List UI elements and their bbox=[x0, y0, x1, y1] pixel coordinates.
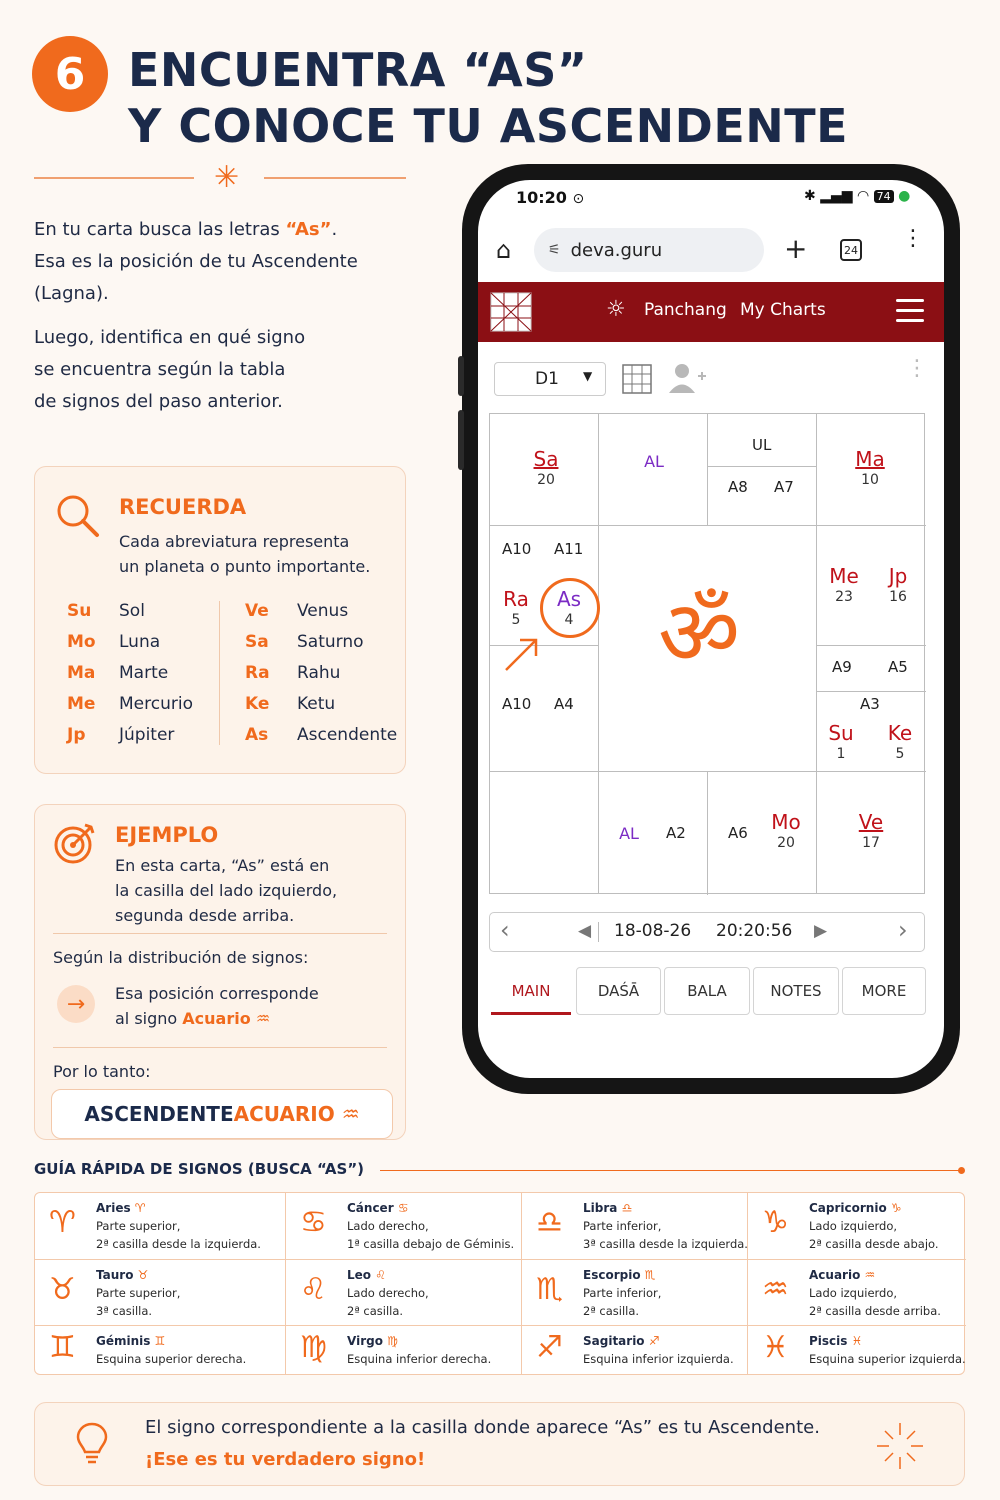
ejemplo-divider-2 bbox=[53, 1047, 387, 1048]
sign-cell-geminis bbox=[35, 1326, 265, 1392]
footer-line-1: El signo correspondiente a la casilla donde aparece “As” es tu Ascendente. bbox=[145, 1417, 820, 1438]
chart-ul: UL bbox=[752, 436, 772, 454]
capricornio-small-icon: ♑ bbox=[890, 1201, 902, 1215]
sign-cell-capricornio bbox=[748, 1193, 978, 1259]
chart-degree: 10 bbox=[861, 472, 879, 488]
chart-a5: A5 bbox=[888, 658, 908, 676]
sign-description: Lado izquierdo, 2ª casilla desde abajo. bbox=[809, 1219, 939, 1251]
home-icon[interactable]: ⌂ bbox=[496, 236, 512, 264]
step-forward-icon[interactable]: ▶ bbox=[814, 921, 828, 941]
guide-title-line bbox=[380, 1170, 962, 1171]
hamburger-menu-icon[interactable] bbox=[896, 299, 924, 322]
panchang-sun-icon[interactable]: ☼ bbox=[606, 297, 626, 322]
abbr-row-jp bbox=[67, 719, 217, 750]
aquarius-icon: ♒ bbox=[255, 1009, 271, 1028]
date-navigator bbox=[489, 912, 925, 952]
sign-name: Virgo ♍ bbox=[347, 1334, 398, 1348]
chart-planet-ma[interactable]: Ma bbox=[855, 447, 885, 471]
chart-planet-ke[interactable]: Ke bbox=[887, 721, 913, 745]
abbr-row-sa bbox=[245, 626, 405, 657]
tab-dasa[interactable]: DAŚĀ bbox=[576, 967, 661, 1015]
cancer-sign-icon: ♋ bbox=[300, 1205, 327, 1240]
segun-text: Según la distribución de signos: bbox=[53, 948, 309, 967]
geminis-small-icon: ♊ bbox=[154, 1334, 166, 1348]
sign-cell-escorpio bbox=[522, 1260, 752, 1326]
abbr-name: Ketu bbox=[297, 693, 336, 714]
aries-small-icon: ♈ bbox=[134, 1201, 146, 1215]
piscis-sign-icon: ♓ bbox=[762, 1330, 789, 1365]
abbr-name: Rahu bbox=[297, 662, 341, 683]
chart-degree: 5 bbox=[511, 612, 521, 628]
phone-side-button bbox=[458, 356, 464, 396]
recuerda-text: Cada abreviatura representa un planeta o punto importante. bbox=[119, 532, 371, 576]
sign-description: Lado izquierdo, 2ª casilla desde arriba. bbox=[809, 1286, 941, 1318]
magnifier-icon bbox=[53, 491, 103, 541]
tabs-count-button[interactable]: 24 bbox=[840, 239, 862, 261]
abbr-row-ve bbox=[245, 595, 405, 626]
abbr-name: Mercurio bbox=[119, 693, 193, 714]
sign-description: Parte superior, 2ª casilla desde la izquierda. bbox=[96, 1219, 261, 1251]
chart-planet-me[interactable]: Me bbox=[829, 564, 859, 588]
sign-cell-leo bbox=[286, 1260, 516, 1326]
chart-style-icon[interactable] bbox=[622, 364, 652, 394]
ejemplo-text: En esta carta, “As” está en la casilla del lado izquierdo, segunda desde arriba. bbox=[115, 856, 338, 925]
nav-separator bbox=[598, 922, 599, 942]
tab-bala[interactable]: BALA bbox=[664, 967, 750, 1015]
sign-description: Lado derecho, 2ª casilla. bbox=[347, 1286, 429, 1318]
sign-name: Libra ♎ bbox=[583, 1201, 633, 1215]
chart-options-icon[interactable]: ⋮ bbox=[906, 356, 928, 381]
abbr-code: Ma bbox=[67, 662, 96, 683]
status-dot-icon: ● bbox=[898, 188, 911, 204]
chart-a2: A2 bbox=[666, 824, 686, 842]
prev-date-chevron-icon[interactable]: ‹ bbox=[500, 916, 510, 944]
abbr-code: Jp bbox=[67, 724, 86, 745]
chart-type-select[interactable]: D1 ▼ bbox=[494, 362, 606, 396]
virgo-sign-icon: ♍ bbox=[300, 1330, 327, 1365]
abbr-row-me bbox=[67, 688, 217, 719]
chart-a10: A10 bbox=[502, 540, 532, 558]
tab-main[interactable]: MAIN bbox=[489, 967, 573, 1015]
chart-planet-ve[interactable]: Ve bbox=[858, 810, 884, 834]
acuario-sign-icon: ♒ bbox=[762, 1272, 789, 1307]
piscis-small-icon: ♓ bbox=[851, 1334, 863, 1348]
sign-name: Capricornio ♑ bbox=[809, 1201, 902, 1215]
sign-description: Esquina superior derecha. bbox=[96, 1352, 247, 1366]
chart-time[interactable]: 20:20:56 bbox=[716, 921, 793, 941]
abbr-name: Ascendente bbox=[297, 724, 398, 745]
lightbulb-icon bbox=[75, 1421, 109, 1467]
nav-my-charts[interactable]: My Charts bbox=[740, 300, 826, 320]
chart-a3: A3 bbox=[860, 695, 880, 713]
virgo-small-icon: ♍ bbox=[387, 1334, 398, 1348]
geminis-sign-icon: ♊ bbox=[49, 1330, 76, 1365]
abbr-name: Sol bbox=[119, 600, 145, 621]
sign-name: Piscis ♓ bbox=[809, 1334, 863, 1348]
as-highlight: “As” bbox=[285, 219, 332, 240]
sign-name: Géminis ♊ bbox=[96, 1334, 166, 1348]
chart-a9: A9 bbox=[832, 658, 852, 676]
ejemplo-divider-1 bbox=[53, 933, 387, 934]
step-back-icon[interactable]: ◀ bbox=[578, 921, 592, 941]
nav-panchang[interactable]: Panchang bbox=[644, 300, 727, 320]
guide-title: GUÍA RÁPIDA DE SIGNOS (BUSCA “AS”) bbox=[34, 1160, 365, 1178]
leo-sign-icon: ♌ bbox=[300, 1272, 327, 1307]
chart-a4: A4 bbox=[554, 695, 574, 713]
intro-paragraph-1: En tu carta busca las letras “As”. Esa es la posición de tu Ascendente (Lagna). bbox=[34, 219, 358, 304]
libra-small-icon: ♎ bbox=[621, 1201, 633, 1215]
sign-cell-libra bbox=[522, 1193, 752, 1259]
chart-a11: A11 bbox=[554, 540, 584, 558]
abbr-code: Ke bbox=[245, 693, 270, 714]
tab-notes[interactable]: NOTES bbox=[753, 967, 839, 1015]
sagitario-small-icon: ♐ bbox=[648, 1334, 660, 1348]
abbr-code: Su bbox=[67, 600, 92, 621]
site-settings-icon[interactable]: ⚟ bbox=[548, 242, 561, 258]
leo-small-icon: ♌ bbox=[375, 1268, 386, 1282]
abbr-code: Me bbox=[67, 693, 96, 714]
sign-description: Parte inferior, 2ª casilla. bbox=[583, 1286, 662, 1318]
chart-a7: A7 bbox=[774, 478, 794, 496]
sign-description: Lado derecho, 1ª casilla debajo de Géminis. bbox=[347, 1219, 515, 1251]
abbr-list-left bbox=[67, 595, 217, 750]
sign-cell-tauro bbox=[35, 1260, 265, 1326]
abbr-code: Ve bbox=[245, 600, 269, 621]
step-number-badge: 6 bbox=[32, 36, 108, 112]
chart-degree: 20 bbox=[537, 472, 555, 488]
acuario-small-icon: ♒ bbox=[864, 1268, 876, 1282]
cancer-small-icon: ♋ bbox=[397, 1201, 409, 1215]
sign-description: Esquina superior izquierda. bbox=[809, 1352, 966, 1366]
add-person-icon[interactable] bbox=[668, 362, 708, 394]
sign-cell-acuario bbox=[748, 1260, 978, 1326]
chart-degree: 1 bbox=[836, 746, 846, 762]
sign-name: Acuario ♒ bbox=[809, 1268, 876, 1282]
abbr-row-ra bbox=[245, 657, 405, 688]
active-tab-indicator bbox=[491, 1012, 571, 1015]
next-date-chevron-icon[interactable]: › bbox=[898, 916, 908, 944]
recuerda-title: RECUERDA bbox=[119, 495, 247, 519]
abbr-divider bbox=[219, 601, 220, 745]
sign-description: Esquina inferior izquierda. bbox=[583, 1352, 734, 1366]
ejemplo-card bbox=[34, 804, 406, 1140]
recuerda-card bbox=[34, 466, 406, 774]
position-text: Esa posición corresponde al signo Acuario ♒ bbox=[115, 984, 319, 1028]
pointer-arrow-icon bbox=[502, 634, 542, 674]
chart-planet-ra[interactable]: Ra bbox=[503, 587, 529, 611]
sign-cell-virgo bbox=[286, 1326, 516, 1392]
sparkle-icon: ✳ bbox=[214, 160, 240, 195]
sign-description: Esquina inferior derecha. bbox=[347, 1352, 492, 1366]
ejemplo-title: EJEMPLO bbox=[115, 823, 219, 847]
chart-degree: 20 bbox=[777, 835, 795, 851]
wifi-icon: ◠ bbox=[856, 188, 870, 204]
sign-name: Aries ♈ bbox=[96, 1201, 146, 1215]
abbr-name: Marte bbox=[119, 662, 169, 683]
chart-a6: A6 bbox=[728, 824, 748, 842]
url-text: deva.guru bbox=[570, 239, 663, 261]
title-line-1: ENCUENTRA “AS” bbox=[128, 43, 588, 97]
sign-cell-sagitario bbox=[522, 1326, 752, 1392]
tauro-small-icon: ♉ bbox=[137, 1268, 149, 1282]
chevron-down-icon: ▼ bbox=[583, 369, 593, 383]
sign-description: Parte inferior, 3ª casilla desde la izquierda. bbox=[583, 1219, 748, 1251]
divider-left bbox=[34, 177, 194, 179]
libra-sign-icon: ♎ bbox=[536, 1205, 563, 1240]
browser-menu-icon[interactable]: ⋮ bbox=[902, 226, 924, 251]
chart-degree: 23 bbox=[835, 589, 853, 605]
abbr-name: Saturno bbox=[297, 631, 364, 652]
chart-al-top[interactable]: AL bbox=[644, 452, 664, 471]
aquarius-icon: ♒ bbox=[341, 1102, 360, 1126]
escorpio-sign-icon: ♏ bbox=[536, 1272, 563, 1307]
sign-name: Tauro ♉ bbox=[96, 1268, 149, 1282]
abbr-code: Sa bbox=[245, 631, 269, 652]
footer-line-2: ¡Ese es tu verdadero signo! bbox=[145, 1449, 426, 1470]
escorpio-small-icon: ♏ bbox=[644, 1268, 656, 1282]
chart-planet-su[interactable]: Su bbox=[828, 721, 854, 745]
chart-degree: 17 bbox=[862, 835, 880, 851]
footer-banner bbox=[34, 1402, 965, 1486]
chart-planet-mo[interactable]: Mo bbox=[771, 810, 801, 834]
chart-planet-jp[interactable]: Jp bbox=[888, 564, 908, 588]
url-bar[interactable] bbox=[534, 228, 764, 272]
phone-side-button bbox=[458, 410, 464, 470]
abbr-name: Júpiter bbox=[119, 724, 175, 745]
battery-icon: 74 bbox=[874, 190, 894, 203]
sparkle-icon bbox=[873, 1419, 927, 1473]
chart-a8: A8 bbox=[728, 478, 748, 496]
abbr-code: Ra bbox=[245, 662, 270, 683]
chart-degree: 16 bbox=[889, 589, 907, 605]
chart-a10: A10 bbox=[502, 695, 532, 713]
om-symbol-icon: ॐ bbox=[658, 581, 741, 686]
aries-sign-icon: ♈ bbox=[49, 1205, 76, 1240]
sagitario-sign-icon: ♐ bbox=[536, 1330, 563, 1365]
abbr-row-mo bbox=[67, 626, 217, 657]
tab-more[interactable]: MORE bbox=[842, 967, 926, 1015]
bluetooth-icon: ✱ bbox=[804, 188, 816, 204]
chart-al-bottom[interactable]: AL bbox=[619, 824, 639, 843]
sign-name: Sagitario ♐ bbox=[583, 1334, 660, 1348]
abbr-code: As bbox=[245, 724, 269, 745]
sign-name: Cáncer ♋ bbox=[347, 1201, 409, 1215]
guide-title-dot bbox=[958, 1167, 965, 1174]
abbr-list-right bbox=[245, 595, 405, 750]
chart-degree: 5 bbox=[895, 746, 905, 762]
sync-icon: ⊙ bbox=[572, 191, 585, 207]
abbr-row-as bbox=[245, 719, 405, 750]
chart-date[interactable]: 18-08-26 bbox=[614, 921, 692, 941]
title-line-2: Y CONOCE TU ASCENDENTE bbox=[128, 99, 849, 153]
south-indian-chart bbox=[489, 413, 925, 894]
arrow-right-icon: → bbox=[57, 985, 95, 1023]
intro-paragraph-2: Luego, identifica en qué signo se encuentra según la tabla de signos del paso anterior. bbox=[34, 327, 306, 412]
chart-planet-sa[interactable]: Sa bbox=[533, 447, 559, 471]
sign-name: Escorpio ♏ bbox=[583, 1268, 656, 1282]
new-tab-icon[interactable]: + bbox=[784, 232, 808, 265]
sign-guide-table bbox=[34, 1192, 965, 1375]
sign-cell-piscis bbox=[748, 1326, 978, 1392]
sign-cell-cancer bbox=[286, 1193, 516, 1259]
status-time: 10:20 ⊙ bbox=[516, 188, 585, 207]
chart-planet-as[interactable]: As bbox=[556, 587, 582, 611]
abbr-code: Mo bbox=[67, 631, 96, 652]
acuario-highlight: Acuario bbox=[182, 1009, 251, 1028]
abbr-name: Luna bbox=[119, 631, 161, 652]
sign-name: Leo ♌ bbox=[347, 1268, 386, 1282]
tauro-sign-icon: ♉ bbox=[49, 1272, 76, 1307]
app-logo-icon[interactable] bbox=[490, 292, 532, 332]
abbr-name: Venus bbox=[297, 600, 349, 621]
signal-icon: ▂▄▆ bbox=[820, 188, 853, 204]
status-icons bbox=[804, 188, 910, 204]
target-icon bbox=[53, 821, 99, 867]
sign-cell-aries bbox=[35, 1193, 265, 1259]
chart-degree: 4 bbox=[564, 612, 574, 628]
sign-description: Parte superior, 3ª casilla. bbox=[96, 1286, 181, 1318]
capricornio-sign-icon: ♑ bbox=[762, 1205, 789, 1240]
page-title bbox=[128, 42, 848, 154]
divider-right bbox=[264, 177, 406, 179]
abbr-row-ma bbox=[67, 657, 217, 688]
result-box: ASCENDENTE ACUARIO ♒ bbox=[51, 1089, 393, 1139]
abbr-row-su bbox=[67, 595, 217, 626]
abbr-row-ke bbox=[245, 688, 405, 719]
por-lo-tanto-text: Por lo tanto: bbox=[53, 1062, 151, 1081]
